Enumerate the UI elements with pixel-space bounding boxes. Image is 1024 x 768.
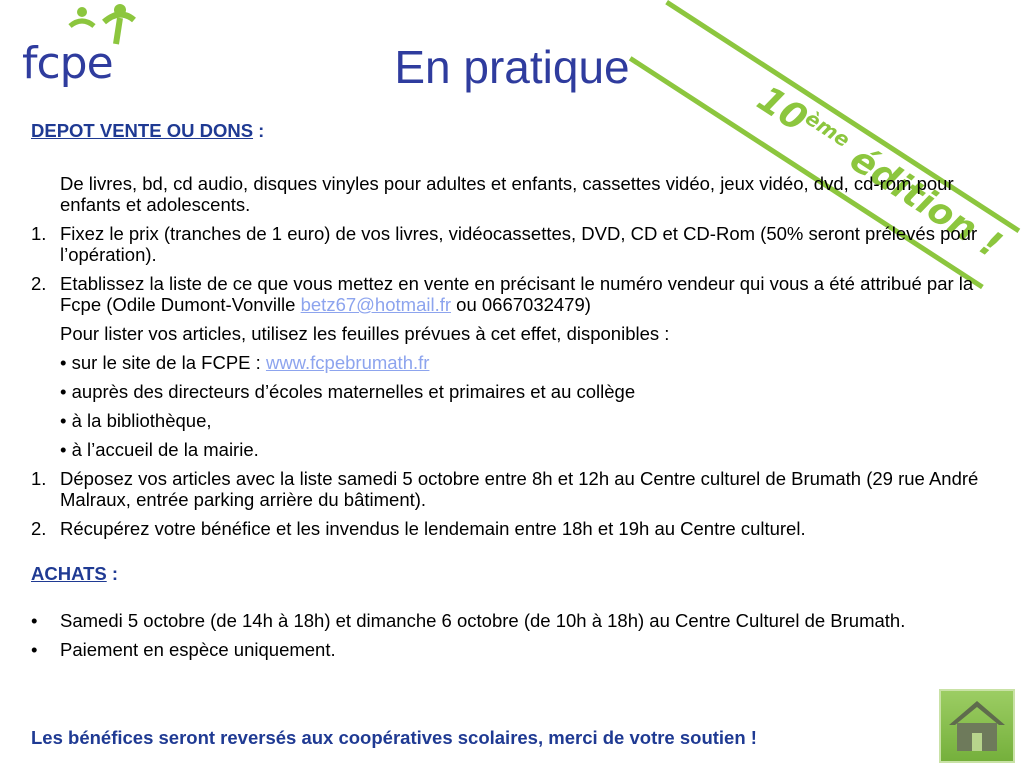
banner-sup: ème — [801, 105, 855, 152]
step-4: 2. Récupérez votre bénéfice et les invendus le lendemain entre 18h et 19h au Centre culturel. — [31, 518, 806, 539]
home-button[interactable] — [939, 689, 1015, 763]
footer-message: Les bénéfices seront reversés aux coopératives scolaires, merci de votre soutien ! — [31, 727, 757, 748]
step-2: 2. Etablissez la liste de ce que vous mettez en vente en précisant le numéro vendeur qui vous a été attribué par la Fcpe (Odile Dumont-Vonville betz67@hotmail.fr ou 0667032479) — [31, 273, 974, 315]
step-3: 1. Déposez vos articles avec la liste samedi 5 octobre entre 8h et 12h au Centre culturel de Brumath (29 rue André Malraux, entrée parking arrière du bâtiment). — [31, 468, 979, 510]
banner-number: 10 — [749, 78, 815, 141]
depot-intro: De livres, bd, cd audio, disques vinyles pour adultes et enfants, cassettes vidéo, jeux vidéo, dvd, cd-rom pour enfants et adolescents. — [60, 173, 954, 215]
mairie-bullet: • à l’accueil de la mairie. — [60, 439, 259, 460]
achats-heading-link[interactable]: ACHATS — [31, 563, 107, 584]
directors-bullet: • auprès des directeurs d’écoles maternelles et primaires et au collège — [60, 381, 636, 402]
library-bullet: • à la bibliothèque, — [60, 410, 212, 431]
site-link[interactable]: www.fcpebrumath.fr — [265, 352, 430, 373]
step-1: 1. Fixez le prix (tranches de 1 euro) de vos livres, vidéocassettes, DVD, CD et CD-Rom (50% seront prélevés pour l’opération). — [31, 223, 978, 265]
page-title: En pratique — [394, 41, 630, 93]
home-icon — [941, 691, 1013, 761]
achats-item-2: • Paiement en espèce uniquement. — [31, 639, 336, 660]
logo-text: fcpe — [22, 38, 113, 89]
site-bullet: • sur le site de la FCPE : www.fcpebrumath.fr — [60, 352, 430, 373]
lister-text: Pour lister vos articles, utilisez les feuilles prévues à cet effet, disponibles : — [60, 323, 670, 344]
email-link[interactable]: betz67@hotmail.fr — [300, 294, 452, 315]
achats-item-1: • Samedi 5 octobre (de 14h à 18h) et dimanche 6 octobre (de 10h à 18h) au Centre Culturel de Brumath. — [31, 610, 906, 631]
banner-rest: édition ! — [832, 131, 1009, 267]
achats-heading: ACHATS : — [31, 563, 119, 584]
depot-heading: DEPOT VENTE OU DONS : — [31, 120, 265, 141]
depot-heading-link[interactable]: DEPOT VENTE OU DONS — [31, 120, 254, 141]
main-content — [31, 120, 981, 660]
